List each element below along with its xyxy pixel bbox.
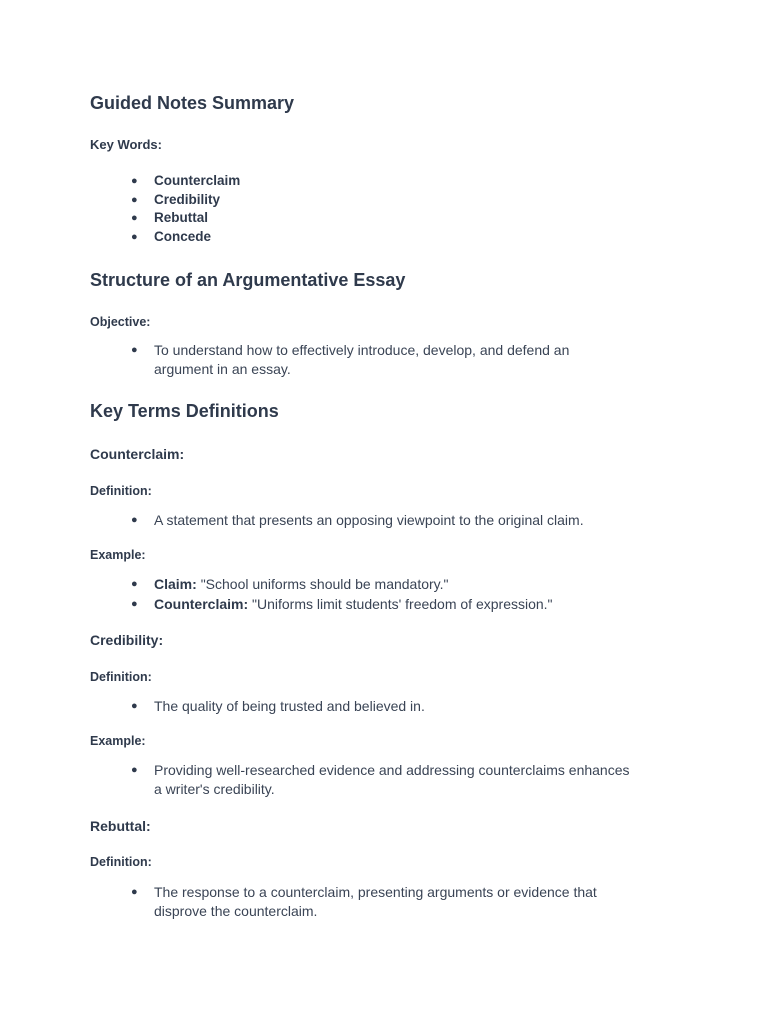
key-words-heading: Key Words: [90,137,162,152]
list-item: ● The response to a counterclaim, presenting arguments or evidence that disprove the counterclaim. [131,884,597,919]
bullet-icon: ● [131,598,138,610]
counterclaim-definition-list [90,511,630,530]
counterclaim-definition-label: Definition: [90,484,152,498]
list-item: ● Rebuttal [90,209,630,228]
example-counterclaim-label: Counterclaim: [154,596,249,612]
example-claim-label: Claim: [154,576,197,592]
bullet-icon: ● [131,230,138,243]
bullet-icon: ● [131,764,138,776]
bullet-icon: ● [131,175,138,187]
structure-heading: Structure of an Argumentative Essay [90,270,406,290]
bullet-icon: ● [131,344,138,356]
rebuttal-heading: Rebuttal: [90,818,151,834]
rebuttal-definition-label: Definition: [90,855,152,869]
page-title: Guided Notes Summary [90,93,295,113]
list-item: ● Credibility [90,191,630,210]
bullet-icon: ● [131,886,138,898]
credibility-definition-list [90,697,630,716]
list-item: ● To understand how to effectively introduce, develop, and defend an argument in an essay. [131,342,570,377]
credibility-definition-label: Definition: [90,670,152,684]
bullet-icon: ● [131,514,138,526]
list-item: ● Counterclaim [90,172,630,191]
definitions-heading: Key Terms Definitions [90,401,279,421]
counterclaim-example-list [90,575,630,614]
credibility-example-list [90,761,630,798]
list-item: ● Concede [90,228,630,247]
credibility-heading: Credibility: [90,632,164,648]
counterclaim-heading: Counterclaim: [90,446,185,462]
list-item: ● The quality of being trusted and believed in. [131,698,425,714]
bullet-icon: ● [131,212,138,224]
list-item: ● Claim: "School uniforms should be mandatory." [131,576,449,592]
objective-list [90,341,630,378]
key-words-list [90,172,630,246]
bullet-icon: ● [131,578,138,590]
list-item: ● Providing well-researched evidence and addressing counterclaims enhances a writer's credibility. [131,762,630,797]
objective-label: Objective: [90,315,151,329]
counterclaim-example-label: Example: [90,548,146,562]
list-item: ● A statement that presents an opposing viewpoint to the original claim. [131,512,584,528]
list-item: ● Counterclaim: "Uniforms limit students' freedom of expression." [131,596,553,612]
credibility-example-label: Example: [90,734,146,748]
bullet-icon: ● [131,700,138,712]
rebuttal-definition-list [90,883,630,920]
bullet-icon: ● [131,193,138,206]
